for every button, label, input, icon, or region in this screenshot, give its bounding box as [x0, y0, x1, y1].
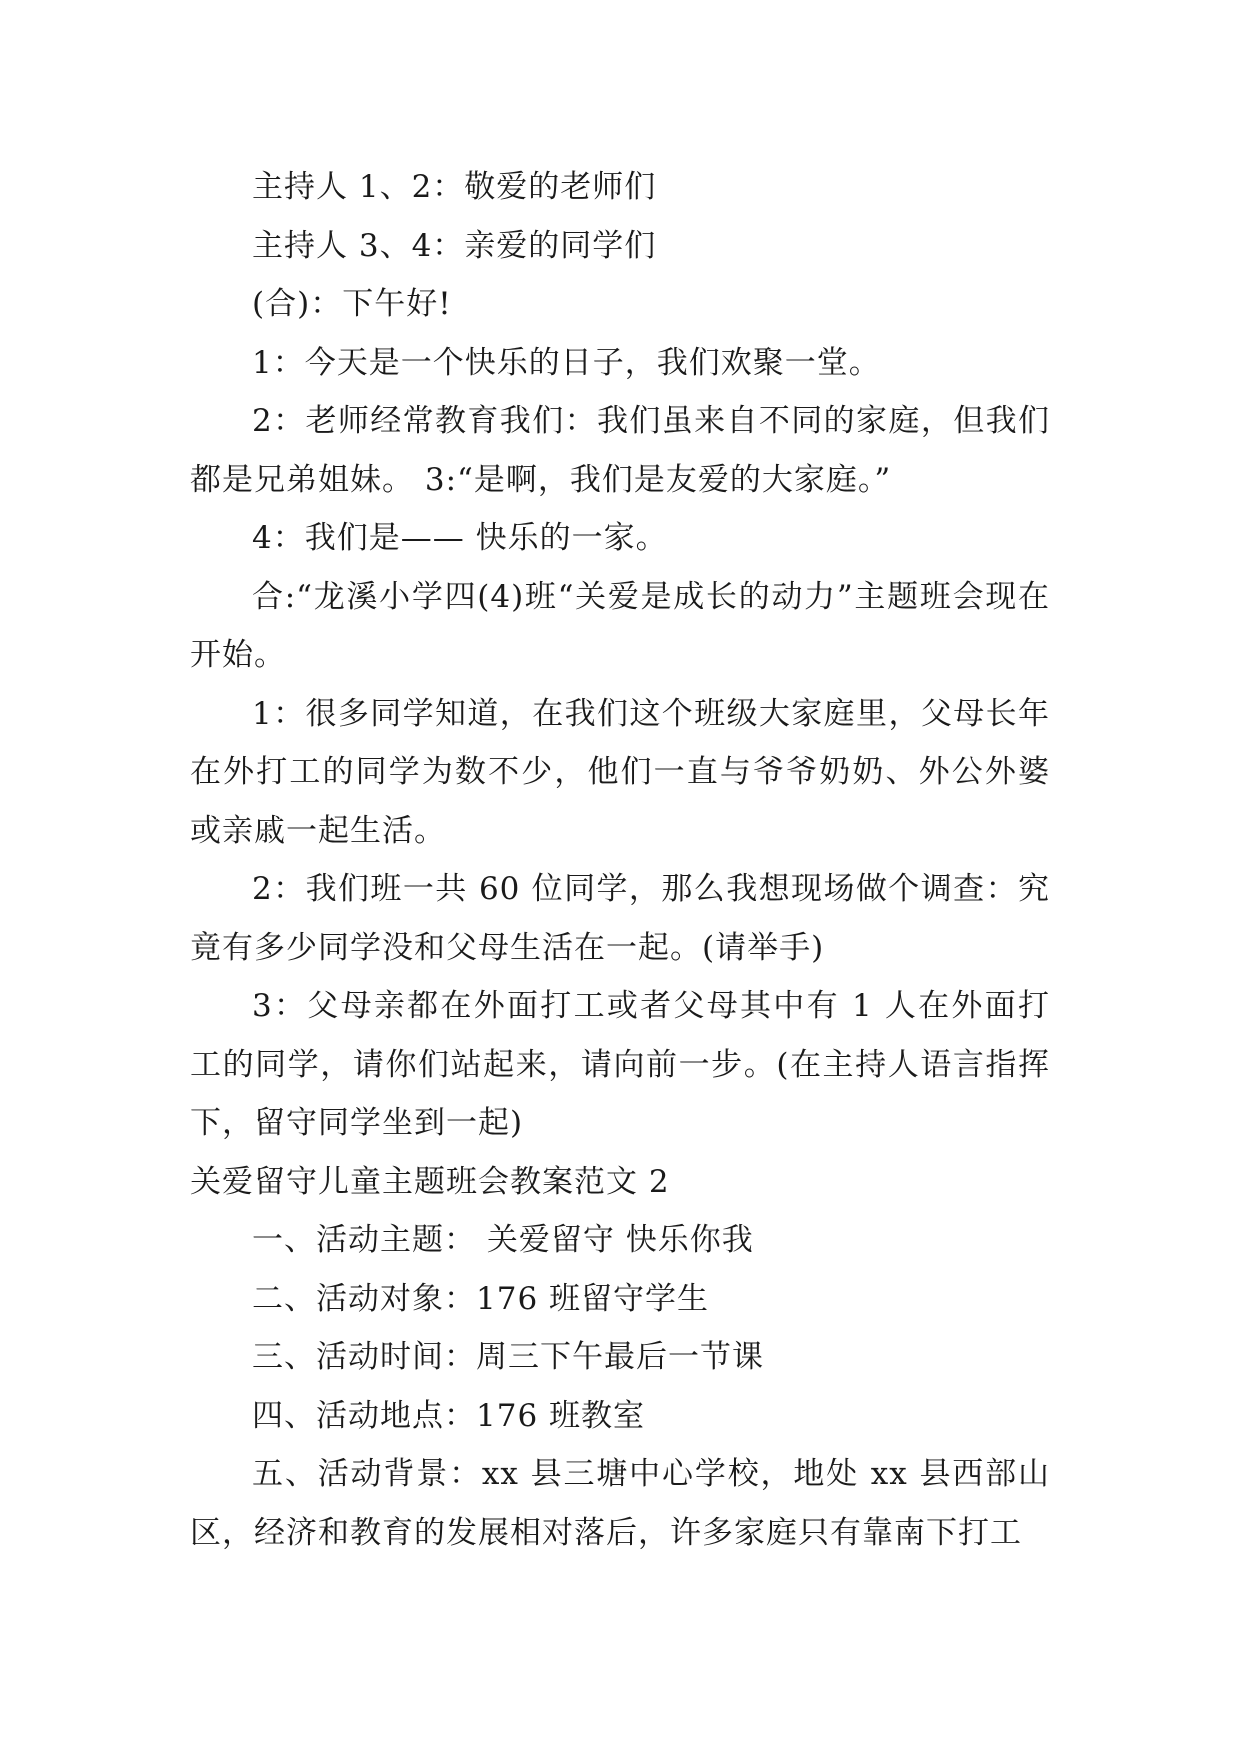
section-heading: 关爱留守儿童主题班会教案范文 2 [190, 1163, 670, 1200]
paragraph: 2：老师经常教育我们：我们虽来自不同的家庭，但我们都是兄弟姐妹。 3:“是啊，我们是友爱的大家庭。” [190, 403, 1050, 498]
paragraph: 三、活动时间：周三下午最后一节课 [252, 1339, 764, 1375]
paragraph: 主持人 1、2：敬爱的老师们 [252, 169, 657, 205]
paragraph: 2：我们班一共 60 位同学，那么我想现场做个调查：究竟有多少同学没和父母生活在一起。(请举手) [190, 871, 1050, 966]
paragraph: (合)：下午好! [252, 286, 452, 322]
paragraph: 1：今天是一个快乐的日子，我们欢聚一堂。 [252, 344, 881, 381]
paragraph: 二、活动对象：176 班留守学生 [252, 1280, 710, 1317]
paragraph: 3：父母亲都在外面打工或者父母其中有 1 人在外面打工的同学，请你们站起来，请向前一步。(在主持人语言指挥下，留守同学坐到一起) [190, 988, 1050, 1141]
paragraph: 四、活动地点：176 班教室 [252, 1397, 646, 1434]
paragraph: 一、活动主题： 关爱留守 快乐你我 [252, 1222, 754, 1258]
paragraph: 合:“龙溪小学四(4)班“关爱是成长的动力”主题班会现在开始。 [190, 578, 1050, 673]
document-body [190, 158, 1050, 1562]
paragraph: 1：很多同学知道，在我们这个班级大家庭里，父母长年在外打工的同学为数不少，他们一直与爷爷奶奶、外公外婆或亲戚一起生活。 [190, 695, 1050, 849]
paragraph: 主持人 3、4：亲爱的同学们 [252, 227, 657, 264]
paragraph: 4：我们是—— 快乐的一家。 [252, 520, 668, 556]
paragraph: 五、活动背景：xx 县三塘中心学校，地处 xx 县西部山区，经济和教育的发展相对落后，许多家庭只有靠南下打工 [190, 1456, 1050, 1551]
